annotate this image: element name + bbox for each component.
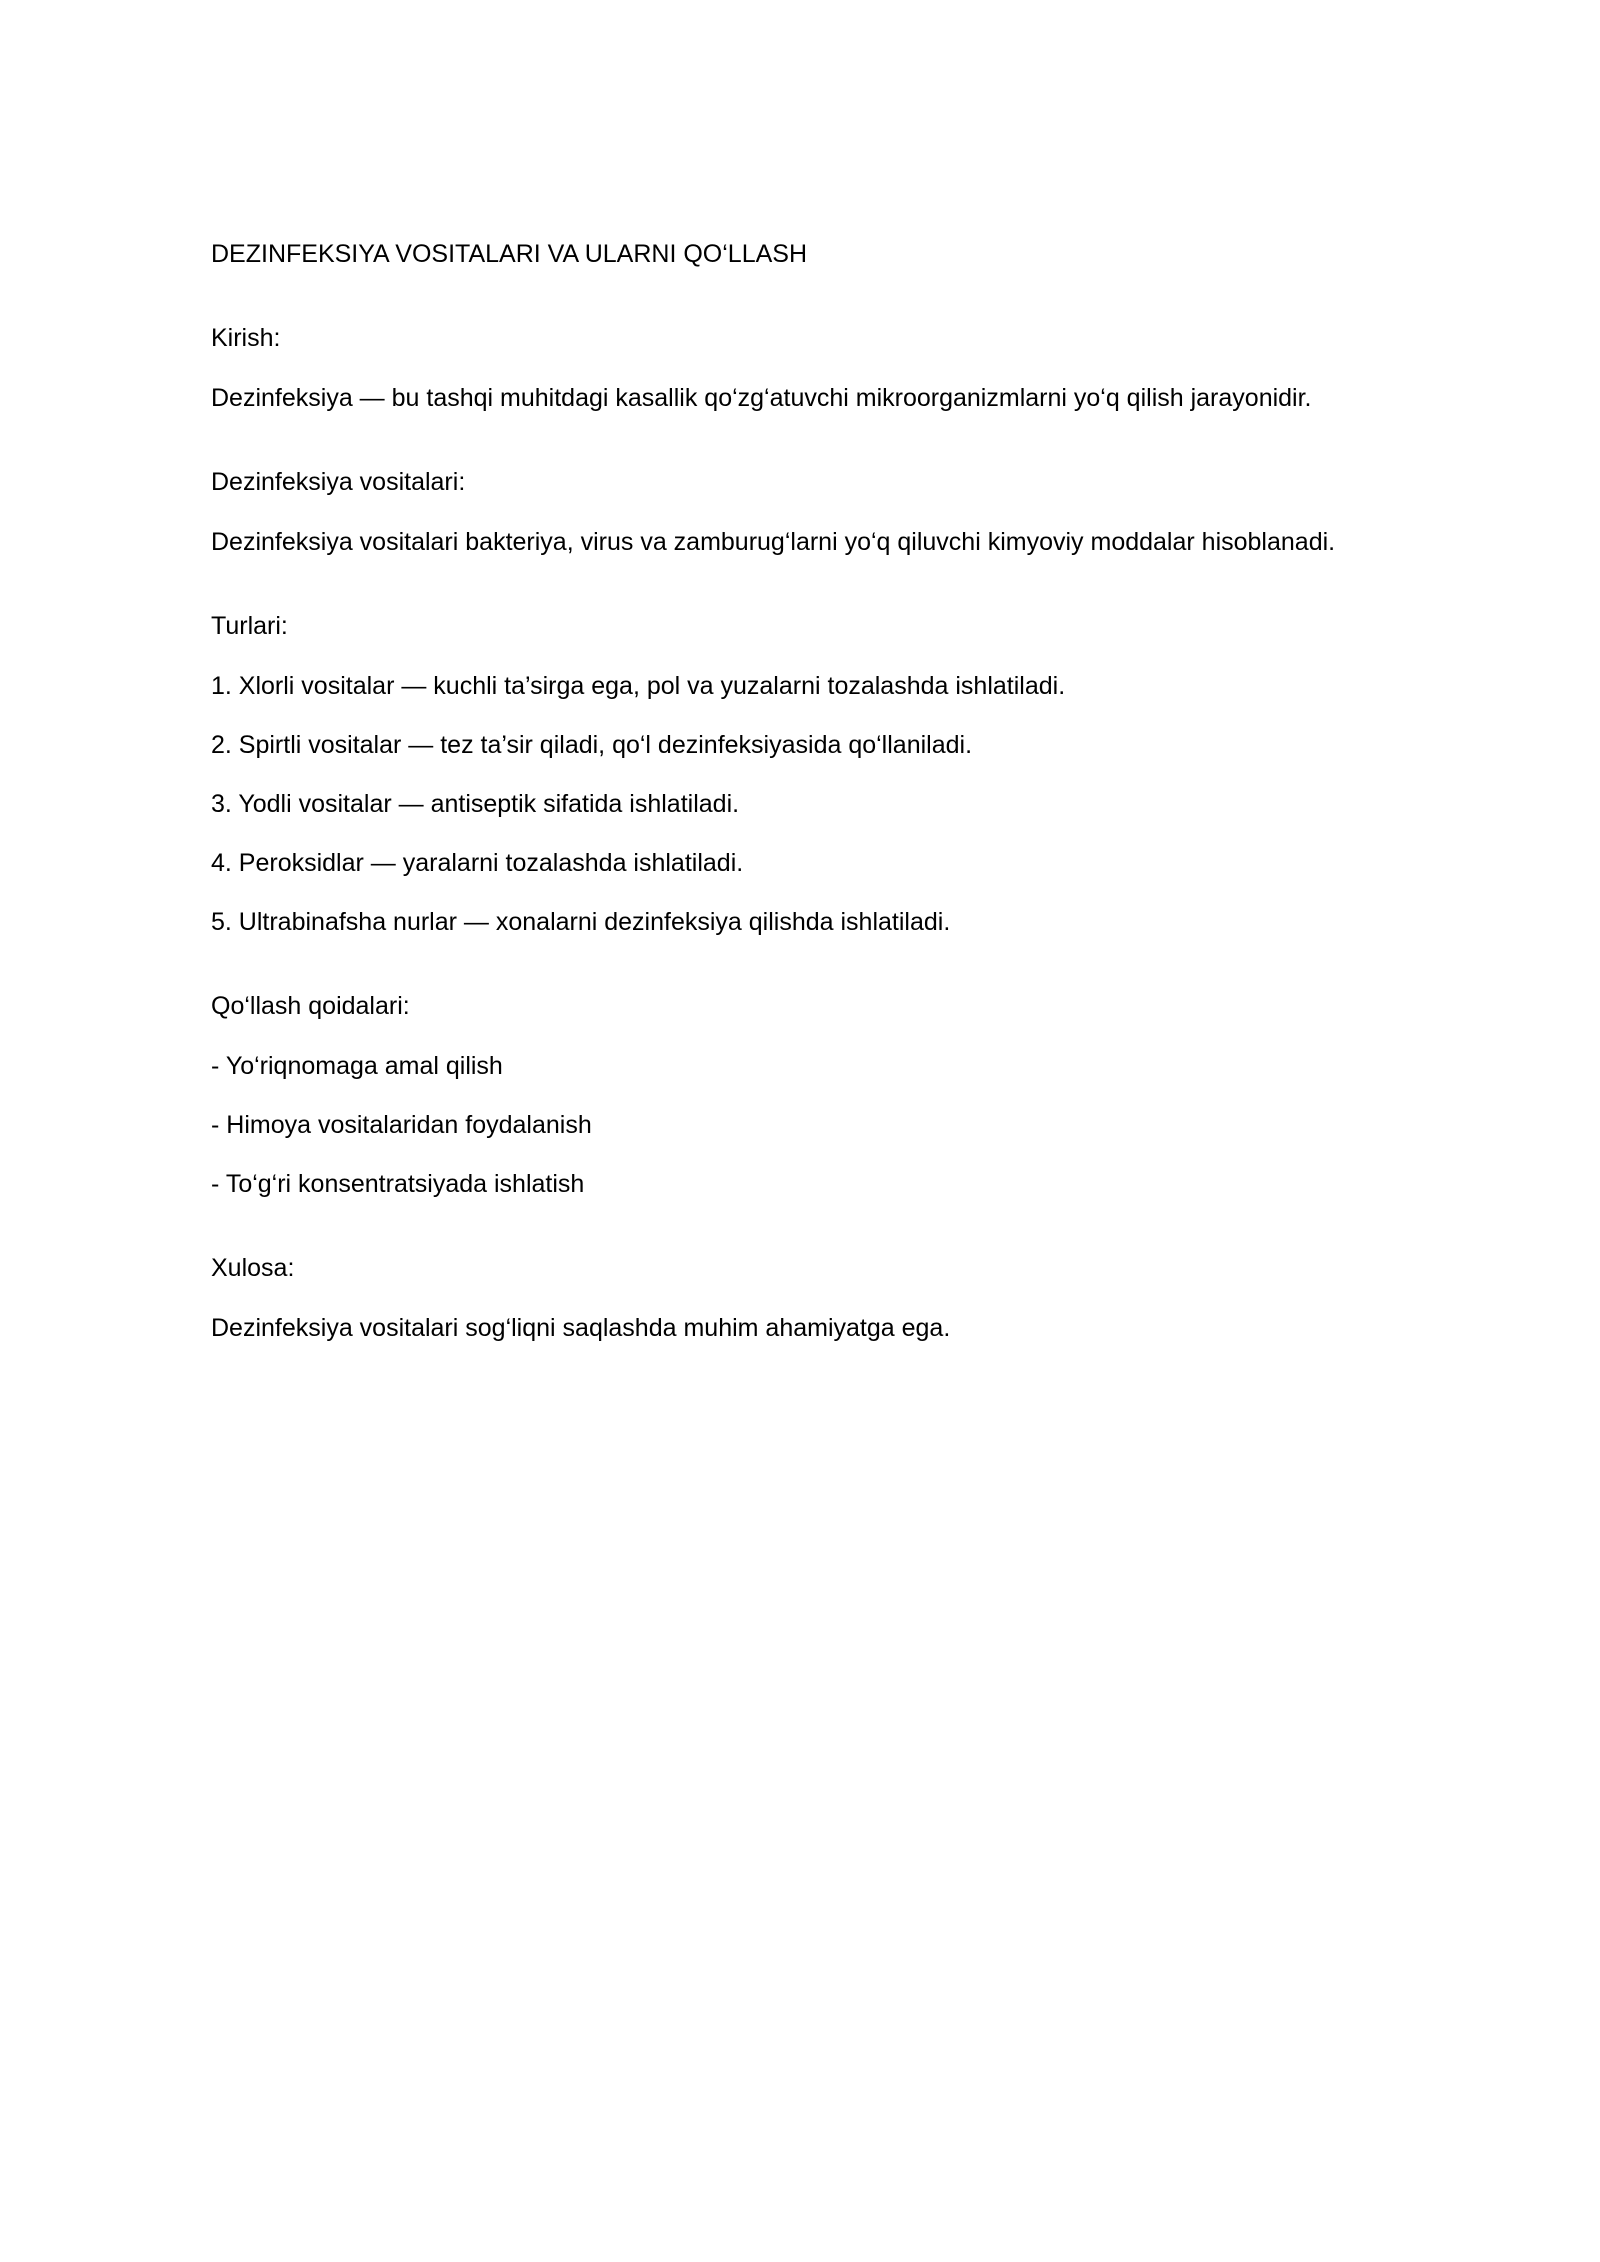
types-list-item: 4. Peroksidlar — yaralarni tozalashda ishlatiladi. xyxy=(211,849,744,877)
rules-list xyxy=(211,1050,1361,1200)
types-list-item: 3. Yodli vositalar — antiseptik sifatida ishlatiladi. xyxy=(211,790,740,818)
types-list-item: 2. Spirtli vositalar — tez ta’sir qiladi, qo‘l dezinfeksiyasida qo‘llaniladi. xyxy=(211,731,973,759)
means-heading: Dezinfeksiya vositalari: xyxy=(211,468,466,496)
rules-list-item: - Himoya vositalaridan foydalanish xyxy=(211,1111,592,1139)
rules-heading: Qo‘llash qoidalari: xyxy=(211,992,410,1020)
conclusion-paragraph: Dezinfeksiya vositalari sog‘liqni saqlashda muhim ahamiyatga ega. xyxy=(211,1314,951,1342)
document-body xyxy=(211,238,1361,1344)
types-list-item: 1. Xlorli vositalar — kuchli ta’sirga ega, pol va yuzalarni tozalashda ishlatiladi. xyxy=(211,672,1066,700)
rules-list-item: - Yo‘riqnomaga amal qilish xyxy=(211,1052,503,1080)
document-title: DEZINFEKSIYA VOSITALARI VA ULARNI QO‘LLASH xyxy=(211,240,808,268)
intro-heading: Kirish: xyxy=(211,324,281,352)
intro-paragraph: Dezinfeksiya — bu tashqi muhitdagi kasallik qo‘zg‘atuvchi mikroorganizmlarni yo‘q qilish jarayonidir. xyxy=(211,384,1312,412)
types-list-item: 5. Ultrabinafsha nurlar — xonalarni dezinfeksiya qilishda ishlatiladi. xyxy=(211,908,951,936)
rules-list-item: - To‘g‘ri konsentratsiyada ishlatish xyxy=(211,1170,585,1198)
types-list xyxy=(211,670,1361,938)
means-paragraph: Dezinfeksiya vositalari bakteriya, virus va zamburug‘larni yo‘q qiluvchi kimyoviy moddalar hisoblanadi. xyxy=(211,528,1336,556)
types-heading: Turlari: xyxy=(211,612,288,640)
conclusion-heading: Xulosa: xyxy=(211,1254,295,1282)
